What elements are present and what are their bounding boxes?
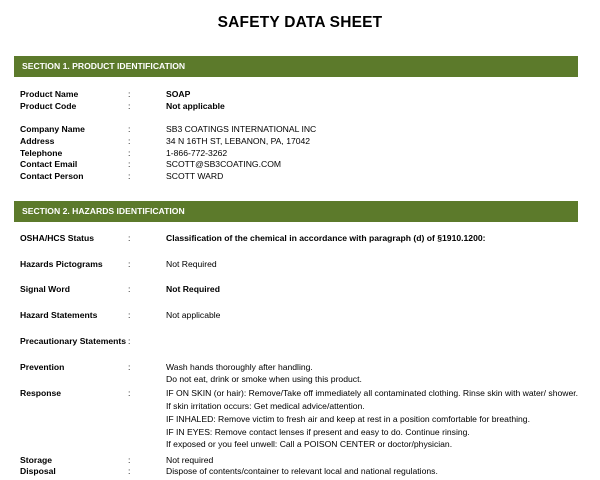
colon: :: [128, 259, 131, 269]
product-code-row: [0, 100, 600, 112]
colon: :: [128, 136, 131, 146]
response-line: If exposed or you feel unwell: Call a POISON CENTER or doctor/physician.: [166, 439, 453, 449]
colon: :: [128, 455, 131, 465]
prevention-line: Do not eat, drink or smoke when using this product.: [166, 374, 362, 384]
contact-email-row: [0, 158, 600, 170]
product-code-label: Product Code: [20, 101, 77, 111]
response-label: Response: [20, 388, 62, 398]
prevention-row-cont: [0, 373, 600, 385]
osha-status-row: [0, 232, 600, 244]
company-name-row: [0, 123, 600, 135]
contact-person-row: [0, 170, 600, 182]
product-name-row: [0, 88, 600, 100]
colon: :: [128, 310, 131, 320]
hazards-pictograms-row: [0, 258, 600, 270]
colon: :: [128, 388, 131, 398]
response-row: [0, 387, 600, 399]
colon: :: [128, 284, 131, 294]
response-line: IF INHALED: Remove victim to fresh air and keep at rest in a position comfortable for breathing.: [166, 414, 530, 424]
prevention-label: Prevention: [20, 362, 65, 372]
signal-word-value: Not Required: [166, 284, 220, 294]
colon: :: [128, 89, 131, 99]
hazard-statements-value: Not applicable: [166, 310, 221, 320]
contact-person-value: SCOTT WARD: [166, 171, 224, 181]
hazards-pictograms-value: Not Required: [166, 259, 217, 269]
response-line: IF IN EYES: Remove contact lenses if present and easy to do. Continue rinsing.: [166, 427, 470, 437]
precautionary-statements-label: Precautionary Statements: [20, 336, 127, 346]
company-name-value: SB3 COATINGS INTERNATIONAL INC: [166, 124, 317, 134]
disposal-label: Disposal: [20, 466, 56, 476]
address-value: 34 N 16TH ST, LEBANON, PA, 17042: [166, 136, 311, 146]
prevention-row: [0, 361, 600, 373]
hazards-pictograms-label: Hazards Pictograms: [20, 259, 103, 269]
response-row-cont: [0, 413, 600, 425]
colon: :: [128, 336, 131, 346]
response-line: If skin irritation occurs: Get medical advice/attention.: [166, 401, 365, 411]
osha-status-value: Classification of the chemical in accordance with paragraph (d) of §1910.1200:: [166, 233, 486, 243]
signal-word-row: [0, 283, 600, 295]
colon: :: [128, 101, 131, 111]
signal-word-label: Signal Word: [20, 284, 70, 294]
storage-value: Not required: [166, 455, 214, 465]
contact-email-value: SCOTT@SB3COATING.COM: [166, 159, 282, 169]
response-line: IF ON SKIN (or hair): Remove/Take off immediately all contaminated clothing. Rinse skin with water/ shower.: [166, 388, 579, 398]
telephone-value: 1-866-772-3262: [166, 148, 228, 158]
address-label: Address: [20, 136, 55, 146]
response-row-cont: [0, 400, 600, 412]
precautionary-statements-row: [0, 335, 600, 347]
response-row-cont: [0, 426, 600, 438]
address-row: [0, 135, 600, 147]
disposal-row: [0, 465, 600, 477]
contact-email-label: Contact Email: [20, 159, 78, 169]
colon: :: [128, 159, 131, 169]
storage-label: Storage: [20, 455, 52, 465]
section-1-header: SECTION 1. PRODUCT IDENTIFICATION: [14, 56, 578, 77]
contact-person-label: Contact Person: [20, 171, 84, 181]
colon: :: [128, 466, 131, 476]
company-name-label: Company Name: [20, 124, 85, 134]
hazard-statements-label: Hazard Statements: [20, 310, 98, 320]
product-name-value: SOAP: [166, 89, 191, 99]
osha-status-label: OSHA/HCS Status: [20, 233, 95, 243]
colon: :: [128, 148, 131, 158]
colon: :: [128, 124, 131, 134]
hazard-statements-row: [0, 309, 600, 321]
product-code-value: Not applicable: [166, 101, 225, 111]
colon: :: [128, 233, 131, 243]
prevention-line: Wash hands thoroughly after handling.: [166, 362, 313, 372]
telephone-label: Telephone: [20, 148, 63, 158]
product-name-label: Product Name: [20, 89, 79, 99]
response-row-cont: [0, 438, 600, 450]
colon: :: [128, 362, 131, 372]
colon: :: [128, 171, 131, 181]
document-title: SAFETY DATA SHEET: [217, 14, 383, 31]
disposal-value: Dispose of contents/container to relevant local and national regulations.: [166, 466, 438, 476]
section-2-header: SECTION 2. HAZARDS IDENTIFICATION: [14, 201, 578, 222]
